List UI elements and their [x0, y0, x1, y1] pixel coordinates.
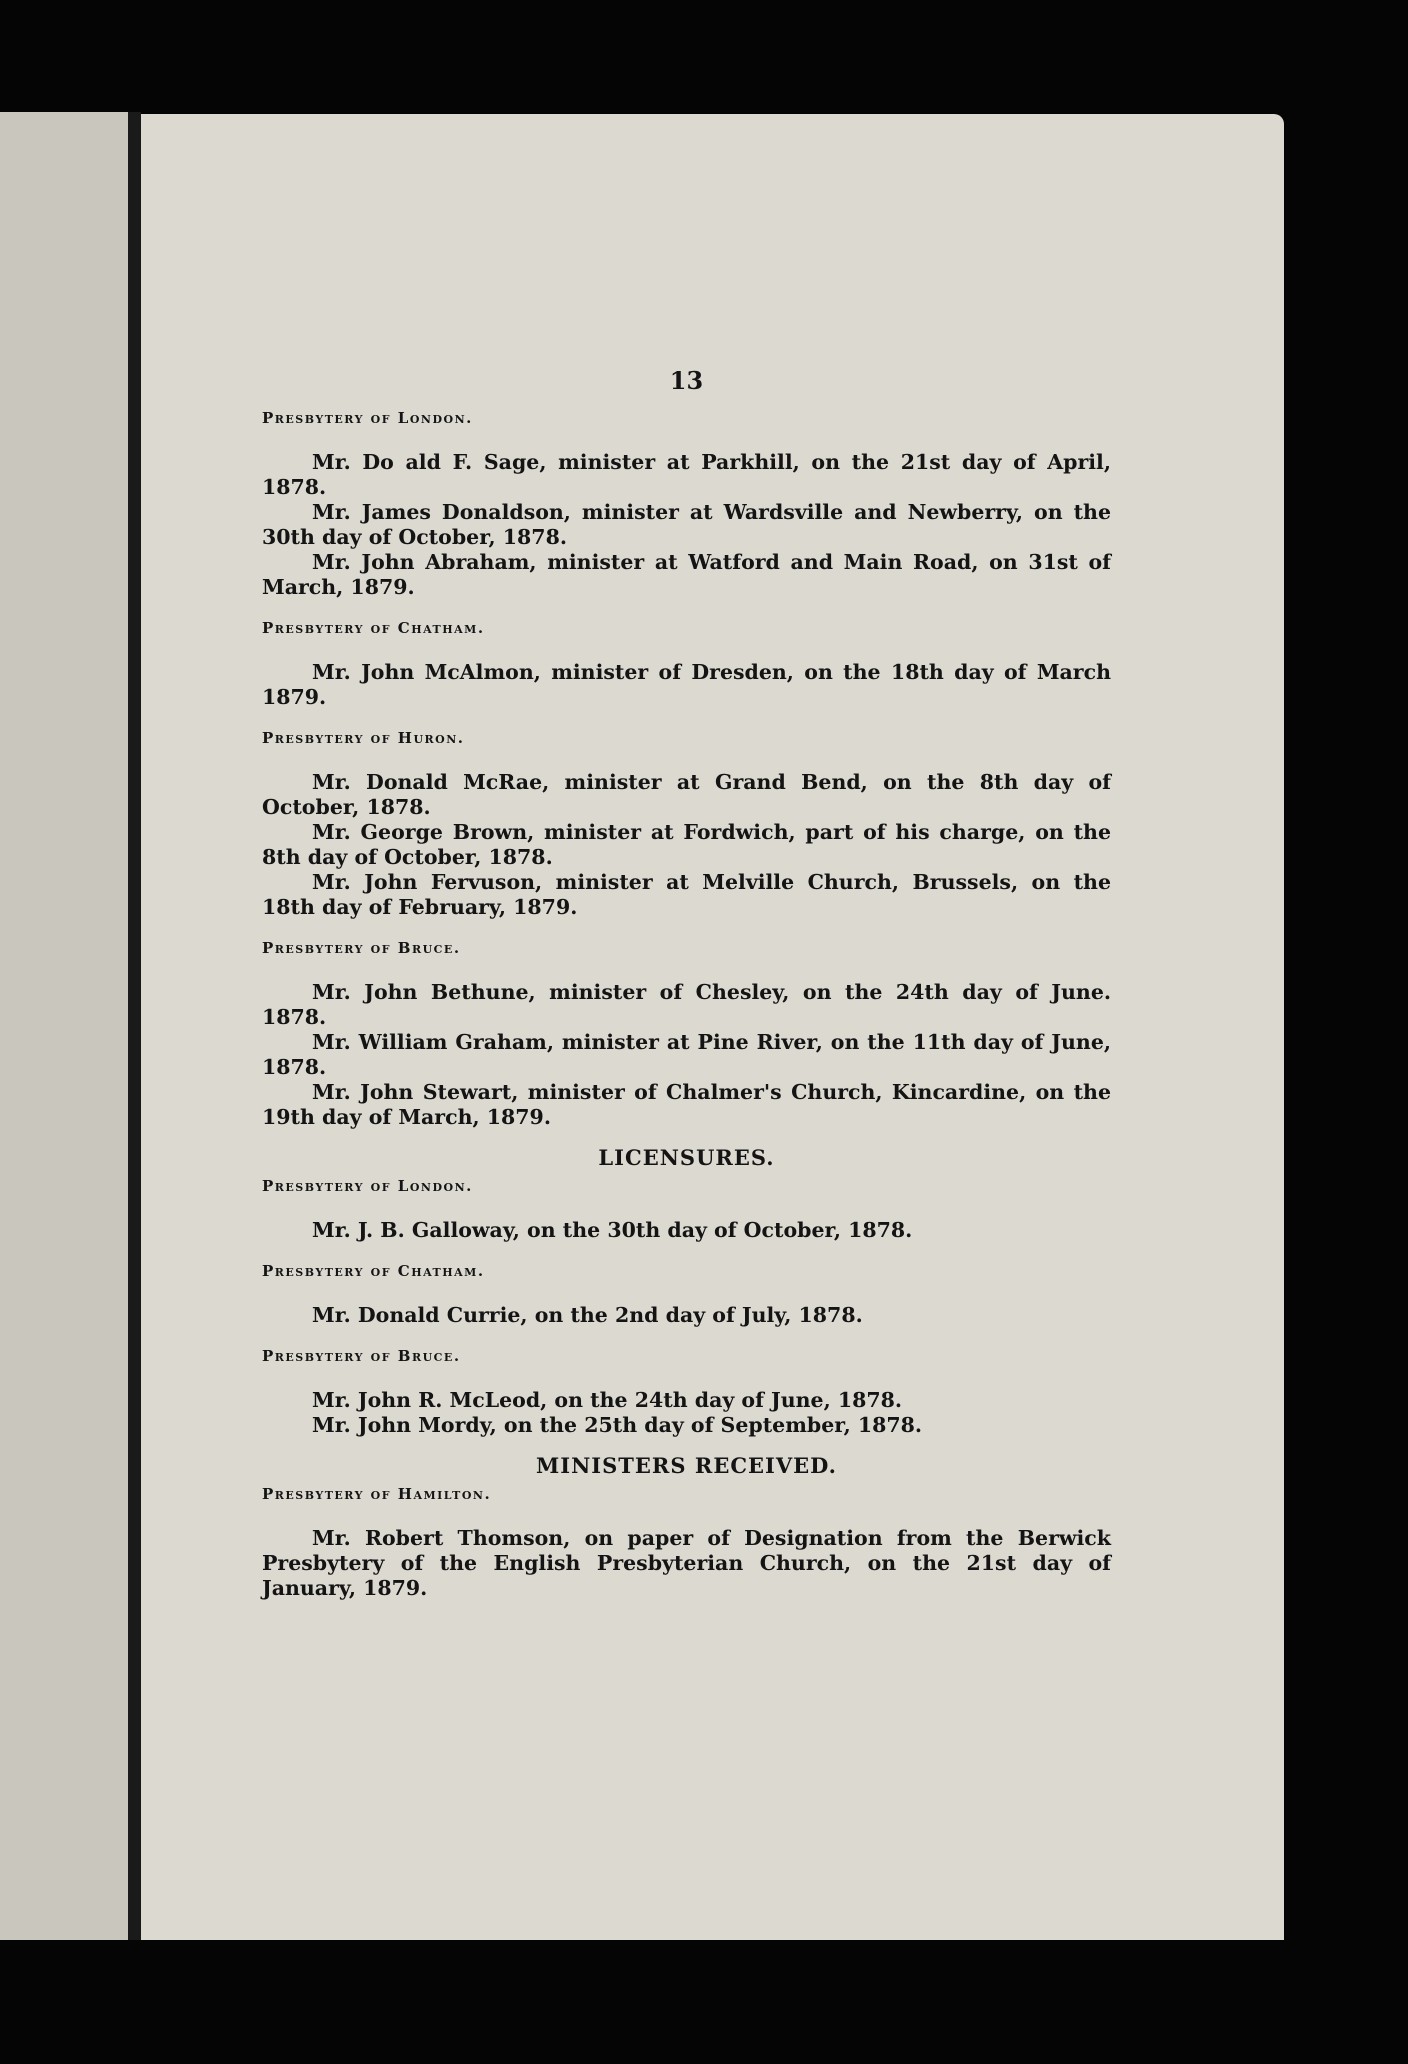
entry-list — [262, 450, 1111, 600]
entry: Mr. J. B. Galloway, on the 30th day of October, 1878. — [312, 1218, 913, 1242]
group-chatham — [262, 614, 1111, 710]
entry: Mr. Donald McRae, minister at Grand Bend, on the 8th day of October, 1878. — [262, 770, 1111, 819]
presbytery-heading: Presbytery of London. — [262, 409, 473, 427]
presbytery-heading: Presbytery of Bruce. — [262, 939, 461, 957]
entry: Mr. John Bethune, minister of Chesley, on the 24th day of June. 1878. — [262, 980, 1111, 1029]
adjacent-page-edge — [0, 112, 128, 1940]
entry: Mr. John Fervuson, minister at Melville Church, Brussels, on the 18th day of February, 1879. — [262, 870, 1111, 919]
document-page — [141, 114, 1284, 1940]
entry-list — [262, 1218, 1111, 1243]
entry: Mr. John Abraham, minister at Watford and Main Road, on 31st of March, 1879. — [262, 550, 1111, 599]
presbytery-heading: Presbytery of Hamilton. — [262, 1485, 492, 1503]
page-content — [262, 364, 1111, 1615]
entry: Mr. Robert Thomson, on paper of Designation from the Berwick Presbytery of the English Presbyterian Church, on the 21st day of January, 1879. — [262, 1526, 1111, 1600]
entry: Mr. William Graham, minister at Pine River, on the 11th day of June, 1878. — [262, 1030, 1111, 1079]
licensure-group-bruce — [262, 1342, 1111, 1438]
entry-list — [262, 1303, 1111, 1328]
entry: Mr. Donald Currie, on the 2nd day of July, 1878. — [312, 1303, 863, 1327]
group-huron — [262, 724, 1111, 920]
entry-list — [262, 980, 1111, 1130]
licensure-group-chatham — [262, 1257, 1111, 1328]
entry-list — [262, 1526, 1111, 1601]
presbytery-heading: Presbytery of London. — [262, 1177, 473, 1195]
entry: Mr. John Mordy, on the 25th day of September, 1878. — [312, 1413, 923, 1437]
presbytery-heading: Presbytery of Chatham. — [262, 1262, 485, 1280]
entry: Mr. George Brown, minister at Fordwich, part of his charge, on the 8th day of October, 1878. — [262, 820, 1111, 869]
presbytery-heading: Presbytery of Chatham. — [262, 619, 485, 637]
group-london — [262, 404, 1111, 600]
licensure-group-london — [262, 1172, 1111, 1243]
entry-list — [262, 1388, 1111, 1438]
entry: Mr. John R. McLeod, on the 24th day of June, 1878. — [312, 1388, 903, 1412]
page-number: 13 — [669, 366, 704, 395]
section-title-licensures: LICENSURES. — [598, 1145, 775, 1170]
entry-list — [262, 660, 1111, 710]
presbytery-heading: Presbytery of Huron. — [262, 729, 465, 747]
book-spine — [128, 112, 141, 1940]
entry: Mr. Do ald F. Sage, minister at Parkhill, on the 21st day of April, 1878. — [262, 450, 1111, 499]
received-group-hamilton — [262, 1480, 1111, 1601]
entry: Mr. John McAlmon, minister of Dresden, on the 18th day of March 1879. — [262, 660, 1111, 709]
entry: Mr. John Stewart, minister of Chalmer's Church, Kincardine, on the 19th day of March, 1879. — [262, 1080, 1111, 1129]
entry-list — [262, 770, 1111, 920]
group-bruce — [262, 934, 1111, 1130]
section-title-ministers-received: MINISTERS RECEIVED. — [536, 1453, 837, 1478]
entry: Mr. James Donaldson, minister at Wardsville and Newberry, on the 30th day of October, 1878. — [262, 500, 1111, 549]
presbytery-heading: Presbytery of Bruce. — [262, 1347, 461, 1365]
